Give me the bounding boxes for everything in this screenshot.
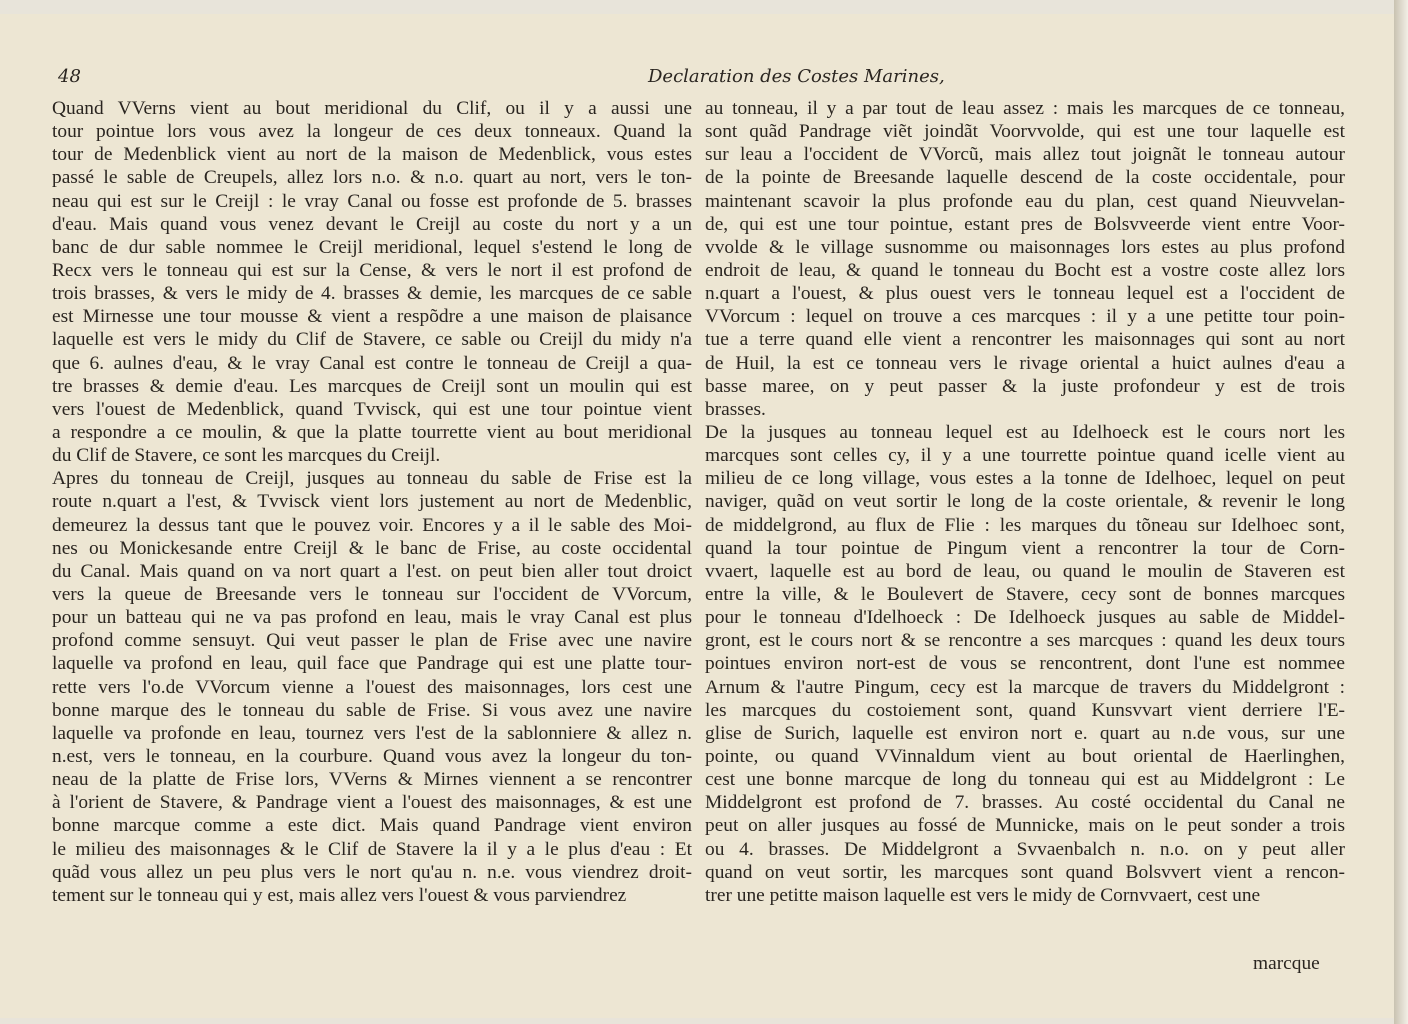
text-line: brasses.	[705, 398, 766, 420]
page-number: 48	[58, 66, 81, 87]
text-line: VVorcum : lequel on trouve a ces marcques : il y a une petitte tour poin-	[705, 306, 1345, 328]
text-line: tour pointue lors vous avez la longeur de ces deux tonneaux. Quand la	[52, 121, 692, 143]
text-line: de middelgrond, au flux de Flie : les marques du tõneau sur Idelhoec sont,	[705, 514, 1345, 536]
text-line: du Canal. Mais quand on va nort quart a l'est. on peut bien aller tout droict	[52, 560, 692, 582]
text-line: Arnum & l'autre Pingum, cecy est la marcque de travers du Middelgront :	[705, 676, 1345, 698]
text-line: trois brasses, & vers le midy de 4. brasses & demie, les marcques de ce sable	[52, 283, 692, 305]
text-line: glise de Surich, laquelle est environ nort e. quart au n.de vous, sur une	[705, 722, 1345, 744]
text-line: pour le tonneau d'Idelhoeck : De Idelhoeck jusques au sable de Middel-	[705, 607, 1345, 629]
text-line: tre brasses & demie d'eau. Les marcques de Creijl sont un moulin qui est	[52, 375, 692, 397]
text-line: le milieu des maisonnages & le Clif de Stavere la il y a le plus d'eau : Et	[52, 838, 692, 860]
text-line: peut on aller jusques au fossé de Munnicke, mais on le peut sonder a trois	[705, 815, 1345, 837]
text-line: neau de la platte de Frise lors, VVerns & Mirnes viennent a se rencontrer	[52, 769, 692, 791]
text-line: bonne marcque comme a este dict. Mais quand Pandrage vient environ	[52, 815, 692, 837]
text-line: milieu de ce long village, vous estes a la tonne de Idelhoec, lequel on peut	[705, 468, 1345, 490]
text-line: bonne marque des le tonneau du sable de Frise. Si vous avez une navire	[52, 699, 692, 721]
text-line: Middelgront est profond de 7. brasses. Au costé occidental du Canal ne	[705, 792, 1345, 814]
text-line: laquelle va profonde en leau, tournez vers l'est de la sablonniere & allez n.	[52, 722, 692, 744]
text-line: pointues environ nort-est de vous se rencontrent, dont l'une est nommee	[705, 653, 1345, 675]
text-line: maintenant scavoir la plus profonde eau du plan, cest quand Nieuvvelan-	[705, 190, 1345, 212]
text-line: rette vers l'o.de VVorcum vienne a l'ouest des maisonnages, lors cest une	[52, 676, 692, 698]
text-line: basse maree, on y peut passer & la juste profondeur y est de trois	[705, 375, 1345, 397]
text-line: quand on veut sortir, les marcques sont quand Bolsvvert vient a rencon-	[705, 861, 1345, 883]
text-line: laquelle est vers le midy du Clif de Stavere, ce sable ou Creijl du midy n'a	[52, 329, 692, 351]
text-line: à l'orient de Stavere, & Pandrage vient a l'ouest des maisonnages, & est une	[52, 792, 692, 814]
text-line: ou 4. brasses. De Middelgront a Svvaenbalch n. n.o. on y peut aller	[705, 838, 1345, 860]
text-line: pointe, ou quand VVinnaldum vient au bout oriental de Haerlinghen,	[705, 745, 1345, 767]
text-line: neau qui est sur le Creijl : le vray Canal ou fosse est profonde de 5. brasses	[52, 190, 692, 212]
text-line: trer une petitte maison laquelle est vers le midy de Cornvvaert, cest une	[705, 884, 1261, 906]
text-line: vvolde & le village susnomme ou maisonnages lors estes au plus profond	[705, 236, 1345, 258]
catchword: marcque	[1253, 953, 1320, 974]
text-line: de Huil, la est ce tonneau vers le rivage oriental a huict aulnes d'eau a	[705, 352, 1345, 374]
text-line: n.est, vers le tonneau, en la courbure. Quand vous avez la longeur du ton-	[52, 745, 692, 767]
text-line: marcques sont celles cy, il y a une tourrette pointue quand icelle vient au	[705, 445, 1345, 467]
text-line: tour de Medenblick vient au nort de la maison de Medenblick, vous estes	[52, 144, 692, 166]
text-line: endroit de leau, & quand le tonneau du Bocht est a vostre coste allez lors	[705, 259, 1345, 281]
text-line: tue a terre quand elle vient a rencontrer les maisonnages qui sont au nort	[705, 329, 1345, 351]
text-line: laquelle va profond en leau, quil face que Pandrage qui est une platte tour-	[52, 653, 692, 675]
text-line: nes ou Monickesande entre Creijl & le banc de Frise, au coste occidental	[52, 537, 692, 559]
text-line: de, qui est une tour pointue, estant pres de Bolsvveerde vient entre Voor-	[705, 213, 1345, 235]
text-line: tement sur le tonneau qui y est, mais allez vers l'ouest & vous parviendrez	[52, 884, 627, 906]
page-header	[58, 62, 945, 92]
right-text-column	[705, 97, 1345, 907]
text-line: De la jusques au tonneau lequel est au Idelhoeck est le cours nort les	[705, 421, 1345, 443]
text-line: quãd vous allez un peu plus vers le nort qu'au n. n.e. vous viendrez droit-	[52, 861, 692, 883]
text-line: passé le sable de Creupels, allez lors n.o. & n.o. quart au nort, vers le ton-	[52, 167, 692, 189]
text-line: vvaert, laquelle est au bord de leau, ou quand le moulin de Staveren est	[705, 560, 1345, 582]
text-line: est Mirnesse une tour mousse & vient a respõdre a une maison de plaisance	[52, 306, 692, 328]
running-head: Declaration des Costes Marines,	[648, 66, 945, 87]
text-line: vers la queue de Breesande vers le tonneau sur l'occident de VVorcum,	[52, 583, 692, 605]
text-line: de la pointe de Breesande laquelle descend de la coste occidentale, pour	[705, 167, 1345, 189]
text-line: d'eau. Mais quand vous venez devant le Creijl au coste du nort y a un	[52, 213, 692, 235]
text-line: Recx vers le tonneau qui est sur la Cense, & vers le nort il est profond de	[52, 259, 692, 281]
text-line: du Clif de Stavere, ce sont les marcques du Creijl.	[52, 445, 441, 467]
text-line: Apres du tonneau de Creijl, jusques au tonneau du sable de Frise est la	[52, 468, 692, 490]
text-line: demeurez la dessus tant que le pouvez voir. Encores y a il le sable des Moi-	[52, 514, 692, 536]
text-line: pour un batteau qui ne va pas profond en leau, mais le vray Canal est plus	[52, 607, 692, 629]
text-line: quand la tour pointue de Pingum vient a rencontrer la tour de Corn-	[705, 537, 1345, 559]
text-line: cest une bonne marcque de long du tonneau qui est au Middelgront : Le	[705, 769, 1345, 791]
text-line: gront, est le cours nort & se rencontre a ses marcques : quand les deux tours	[705, 630, 1345, 652]
text-line: profond comme sensuyt. Qui veut passer le plan de Frise avec une navire	[52, 630, 692, 652]
text-line: les marcques du costoiement sont, quand Kunsvvart vient derriere l'E-	[705, 699, 1345, 721]
text-line: entre la ville, & le Boulevert de Stavere, cecy sont de bonnes marcques	[705, 583, 1345, 605]
page-gutter	[1394, 0, 1408, 1024]
text-line: Quand VVerns vient au bout meridional du Clif, ou il y a aussi une	[52, 98, 692, 119]
text-line: route n.quart a l'est, & Tvvisck vient lors justement au nort de Medenblic,	[52, 491, 692, 513]
text-line: banc de dur sable nommee le Creijl meridional, lequel s'estend le long de	[52, 236, 692, 258]
text-line: que 6. aulnes d'eau, & le vray Canal est contre le tonneau de Creijl a qua-	[52, 352, 692, 374]
text-line: au tonneau, il y a par tout de leau assez : mais les marcques de ce tonneau,	[705, 98, 1345, 119]
text-line: sont quãd Pandrage viẽt joindãt Voorvvolde, qui est une tour laquelle est	[705, 121, 1345, 143]
text-line: vers l'ouest de Medenblick, quand Tvvisck, qui est une tour pointue vient	[52, 398, 692, 420]
text-line: sur leau a l'occident de VVorcũ, mais allez tout joignãt le tonneau autour	[705, 144, 1345, 166]
left-text-column	[52, 97, 692, 907]
text-line: naviger, quãd on veut sortir le long de la coste orientale, & revenir le long	[705, 491, 1345, 513]
text-line: n.quart a l'ouest, & plus ouest vers le tonneau lequel est a l'occident de	[705, 283, 1345, 305]
text-line: a respondre a ce moulin, & que la platte tourrette vient au bout meridional	[52, 421, 692, 443]
